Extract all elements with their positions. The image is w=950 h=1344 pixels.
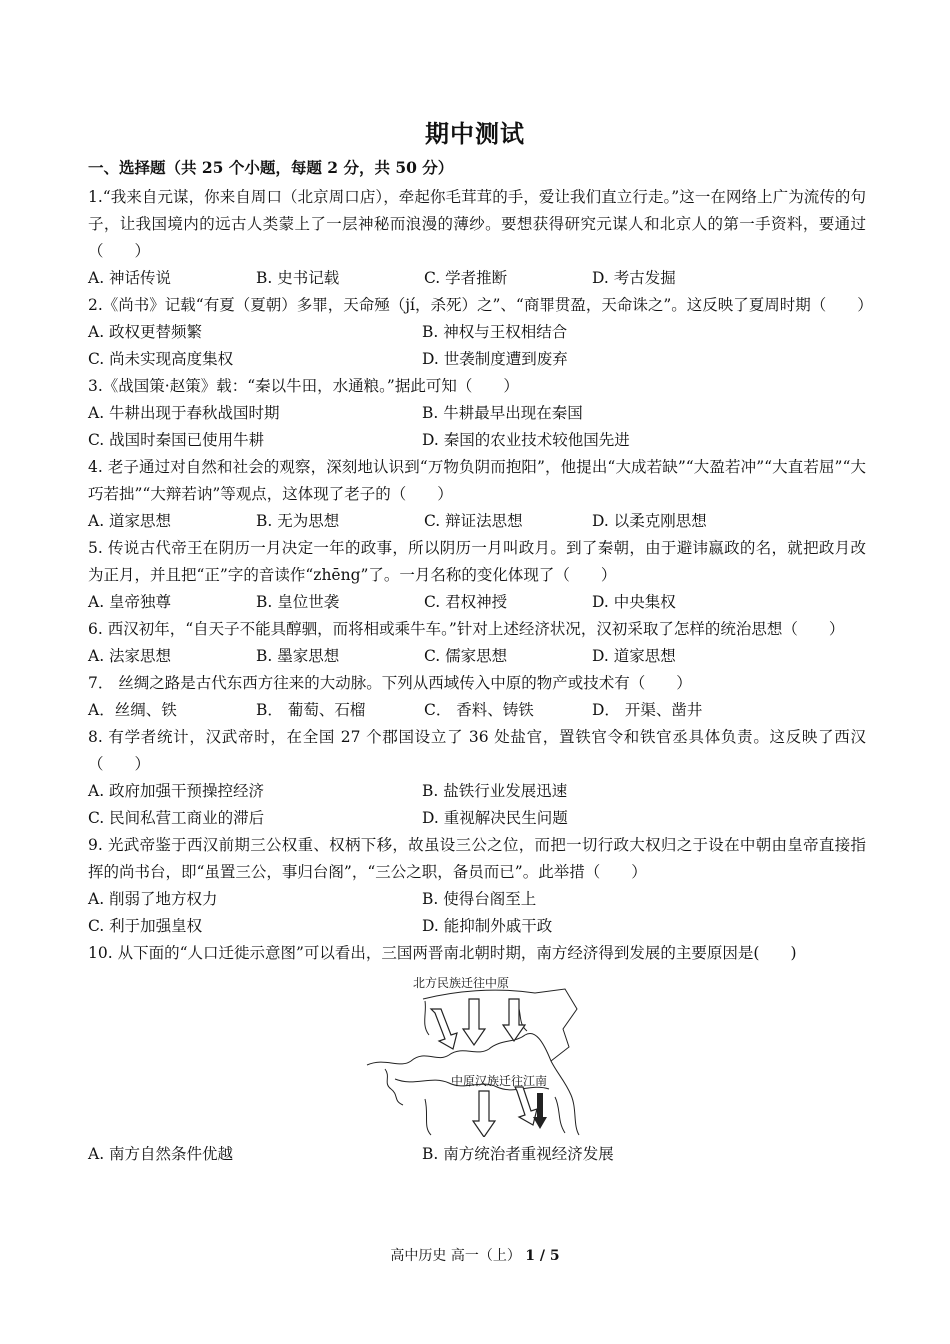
question-8-stem: 8. 有学者统计，汉武帝时，在全国 27 个郡国设立了 36 处盐官，置铁官令和铁官丞具体负责。这反映了西汉（ ） bbox=[88, 728, 866, 773]
option-b: B. 牛耕最早出现在秦国 bbox=[422, 404, 583, 422]
option-d: D. 以柔克刚思想 bbox=[592, 512, 707, 530]
option-b: B. 史书记载 bbox=[256, 269, 340, 287]
question-3-stem: 3.《战国策·赵策》载：“秦以牛田，水通粮。”据此可知（ ） bbox=[88, 377, 519, 395]
arrow-north-3 bbox=[503, 999, 525, 1041]
question-9-options-row2 bbox=[88, 913, 866, 940]
option-d: D. 重视解决民生问题 bbox=[422, 809, 568, 827]
option-b: B. 墨家思想 bbox=[256, 647, 340, 665]
option-a: A. 牛耕出现于春秋战国时期 bbox=[88, 404, 280, 422]
option-d: D. 中央集权 bbox=[592, 593, 676, 611]
map-east-coast bbox=[555, 1097, 565, 1133]
question-2-options-row2 bbox=[88, 346, 866, 373]
map-label-south: 中原汉族迁往江南 bbox=[451, 1074, 548, 1088]
question-1-options bbox=[88, 265, 866, 292]
question-8-options-row2 bbox=[88, 805, 866, 832]
option-a: A. 法家思想 bbox=[88, 647, 172, 665]
question-7-stem: 7． 丝绸之路是古代东西方往来的大动脉。下列从西域传入中原的物产或技术有（ ） bbox=[88, 674, 692, 692]
option-a: A. 道家思想 bbox=[88, 512, 172, 530]
option-b: B. 南方统治者重视经济发展 bbox=[422, 1145, 614, 1163]
migration-map-figure bbox=[88, 969, 866, 1139]
question-1-stem: 1.“我来自元谋，你来自周口（北京周口店），牵起你毛茸茸的手，爱让我们直立行走。”这一在网络上广为流传的句子，让我国境内的远古人类蒙上了一层神秘而浪漫的薄纱。要想获得研究元谋人和北京人的第一手资料，要通过（ ） bbox=[88, 188, 866, 260]
question-10-stem: 10. 从下面的“人口迁徙示意图”可以看出，三国两晋南北朝时期，南方经济得到发展的主要原因是( ) bbox=[88, 944, 797, 962]
option-b: B. 神权与王权相结合 bbox=[422, 323, 568, 341]
question-4-options bbox=[88, 508, 866, 535]
option-d: D. 能抑制外戚干政 bbox=[422, 917, 553, 935]
map-label-north: 北方民族迁往中原 bbox=[413, 976, 510, 990]
arrow-south-2 bbox=[515, 1087, 537, 1125]
question-9-options-row1 bbox=[88, 886, 866, 913]
option-a: A. 政权更替频繁 bbox=[88, 323, 203, 341]
option-d: D. 考古发掘 bbox=[592, 269, 676, 287]
option-c: C． 香料、铸铁 bbox=[424, 701, 534, 719]
footer-text: 高中历史 高一（上） bbox=[390, 1248, 521, 1264]
option-d: D. 道家思想 bbox=[592, 647, 676, 665]
question-8-options-row1 bbox=[88, 778, 866, 805]
option-a: A. 皇帝独尊 bbox=[88, 593, 172, 611]
question-2-stem: 2.《尚书》记载“有夏（夏朝）多罪，天命殛（jí，杀死）之”、“商罪贯盈，天命诛之”。这反映了夏周时期（ ） bbox=[88, 296, 873, 314]
arrow-south-1 bbox=[473, 1091, 495, 1137]
arrow-north-1 bbox=[431, 1009, 457, 1049]
page-number: 1 / 5 bbox=[525, 1248, 560, 1264]
question-3-options-row1 bbox=[88, 400, 866, 427]
option-b: B． 葡萄、石榴 bbox=[256, 701, 366, 719]
option-a: A. 神话传说 bbox=[88, 269, 172, 287]
option-c: C. 君权神授 bbox=[424, 593, 508, 611]
option-a: A. 南方自然条件优越 bbox=[88, 1145, 234, 1163]
option-c: C. 民间私营工商业的滞后 bbox=[88, 809, 265, 827]
question-list bbox=[88, 184, 873, 1168]
map-north-line bbox=[425, 1001, 429, 1035]
question-6-stem: 6. 西汉初年，“自天子不能具醇驷，而将相或乘牛车。”针对上述经济状况，汉初采取了怎样的统治思想（ ） bbox=[88, 620, 845, 638]
option-b: B. 盐铁行业发展迅速 bbox=[422, 782, 568, 800]
question-9-stem: 9. 光武帝鉴于西汉前期三公权重、权柄下移，故虽设三公之位，而把一切行政大权归之于设在中朝由皇帝直接指挥的尚书台，即“虽置三公，事归台阁”，“三公之职，备员而已”。此举措（ ） bbox=[88, 836, 866, 881]
section-heading: 一、选择题（共 25 个小题，每题 2 分，共 50 分） bbox=[88, 158, 454, 177]
map-southern-border bbox=[425, 1099, 431, 1135]
option-b: B. 使得台阁至上 bbox=[422, 890, 537, 908]
option-a: A. 削弱了地方权力 bbox=[88, 890, 218, 908]
option-d: D. 世袭制度遭到废弃 bbox=[422, 350, 568, 368]
question-10-options-row1 bbox=[88, 1141, 866, 1168]
option-d: D. 秦国的农业技术较他国先进 bbox=[422, 431, 630, 449]
question-5-stem: 5. 传说古代帝王在阴历一月决定一年的政事，所以阴历一月叫政月。到了秦朝，由于避讳嬴政的名，就把政月改为正月，并且把“正”字的音读作“zhēng”了。一月名称的变化体现了（ ） bbox=[88, 539, 866, 584]
option-b: B. 皇位世袭 bbox=[256, 593, 340, 611]
question-2-options-row1 bbox=[88, 319, 866, 346]
option-c: C. 儒家思想 bbox=[424, 647, 508, 665]
question-5-options bbox=[88, 589, 866, 616]
question-4-stem: 4. 老子通过对自然和社会的观察，深刻地认识到“万物负阴而抱阳”，他提出“大成若缺”“大盈若冲”“大直若屈”“大巧若拙”“大辩若讷”等观点，这体现了老子的（ ） bbox=[88, 458, 866, 503]
option-a: A．丝绸、铁 bbox=[88, 701, 177, 719]
option-c: C. 战国时秦国已使用牛耕 bbox=[88, 431, 265, 449]
question-3-options-row2 bbox=[88, 427, 866, 454]
map-inner-line bbox=[385, 1069, 403, 1105]
option-b: B. 无为思想 bbox=[256, 512, 340, 530]
question-6-options bbox=[88, 643, 866, 670]
option-c: C. 学者推断 bbox=[424, 269, 508, 287]
option-d: D． 开渠、凿井 bbox=[592, 701, 703, 719]
option-a: A. 政府加强干预操控经济 bbox=[88, 782, 265, 800]
option-c: C. 辩证法思想 bbox=[424, 512, 523, 530]
page-footer bbox=[0, 1245, 950, 1265]
option-c: C. 利于加强皇权 bbox=[88, 917, 203, 935]
migration-map bbox=[365, 969, 585, 1137]
page-title: 期中测试 bbox=[425, 119, 525, 148]
arrow-north-2 bbox=[463, 999, 485, 1045]
option-c: C. 尚未实现高度集权 bbox=[88, 350, 234, 368]
question-7-options bbox=[88, 697, 866, 724]
